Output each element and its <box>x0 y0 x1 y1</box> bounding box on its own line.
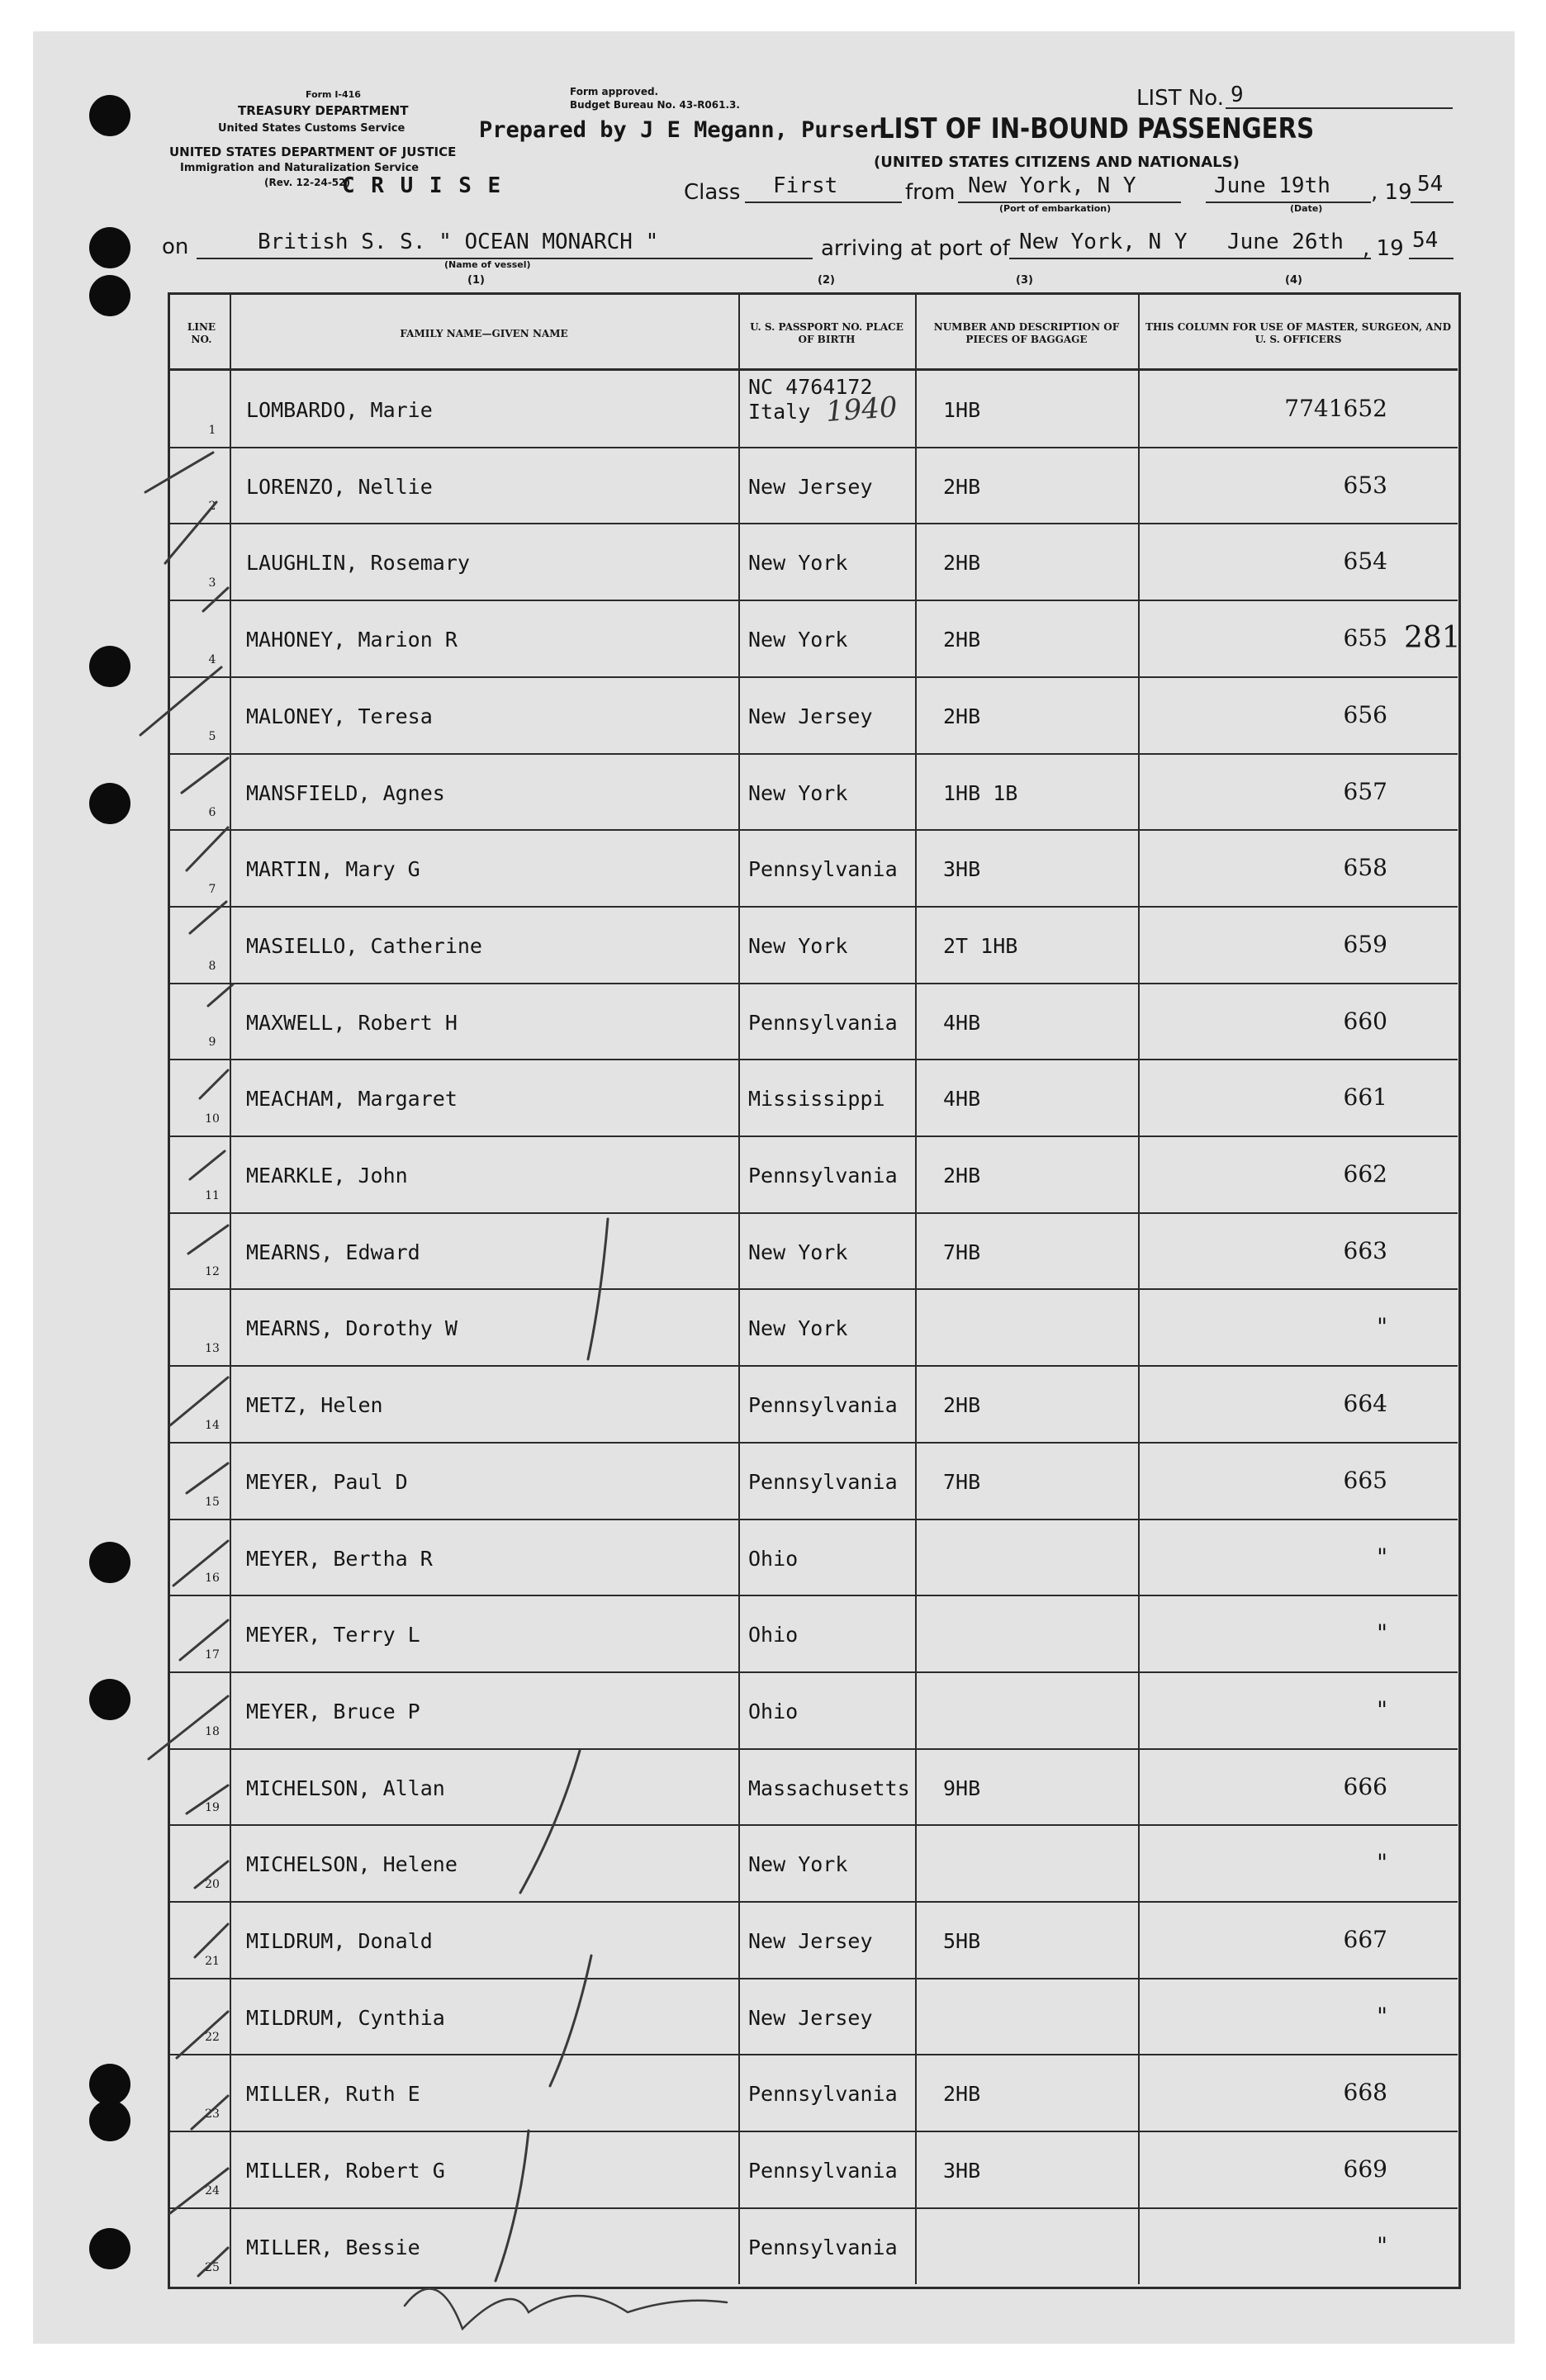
line-number: 8 <box>208 959 216 973</box>
officer-number: 660 <box>1343 1007 1387 1035</box>
list-subtitle: (UNITED STATES CITIZENS AND NATIONALS) <box>874 154 1240 171</box>
officer-number: " <box>1377 1543 1387 1571</box>
dept-treasury: TREASURY DEPARTMENT <box>238 103 409 118</box>
col-header-baggage: NUMBER AND DESCRIPTION OF PIECES OF BAGGAGE <box>933 321 1120 345</box>
officer-number: 665 <box>1343 1466 1387 1494</box>
passenger-name: MILLER, Robert G <box>246 2159 445 2183</box>
officer-number: 657 <box>1343 777 1387 805</box>
handwritten-year: 1940 <box>824 391 899 429</box>
dept-immigration: Immigration and Naturalization Service <box>180 162 420 174</box>
passenger-name: MILLER, Bessie <box>246 2235 420 2259</box>
place-of-birth: New York <box>748 1240 848 1264</box>
list-no-label: LIST No. <box>1136 86 1224 111</box>
line-number: 10 <box>205 1112 220 1126</box>
baggage: 3HB <box>943 2159 981 2183</box>
line-number: 13 <box>205 1342 220 1356</box>
place-of-birth: Italy <box>748 400 811 424</box>
place-of-birth: Pennsylvania <box>748 2159 898 2183</box>
col-header-passport: U. S. PASSPORT NO. PLACE OF BIRTH <box>750 321 903 345</box>
line-number: 4 <box>208 652 216 666</box>
place-of-birth: Pennsylvania <box>748 2082 898 2107</box>
officer-number: 658 <box>1343 854 1387 882</box>
line-number: 23 <box>205 2107 220 2122</box>
place-of-birth: Pennsylvania <box>748 1164 898 1188</box>
place-of-birth: New York <box>748 780 848 805</box>
year-value-2: 54 <box>1412 228 1439 253</box>
officer-number: " <box>1377 1619 1387 1648</box>
place-of-birth: New York <box>748 1852 848 1877</box>
line-number: 17 <box>205 1648 220 1662</box>
col-header-line: LINE NO. <box>187 321 216 345</box>
cruise-label: C R U I S E <box>342 173 503 198</box>
officer-number: 666 <box>1343 1772 1387 1800</box>
officer-number: 667 <box>1343 1926 1387 1953</box>
passenger-name: MEYER, Terry L <box>246 1623 420 1648</box>
port-embarkation: New York, N Y <box>968 173 1136 198</box>
arrival-date: June 26th <box>1227 230 1344 254</box>
col-header-officers: THIS COLUMN FOR USE OF MASTER, SURGEON, AND U. S. OFFICERS <box>1145 321 1451 345</box>
line-number: 24 <box>205 2183 220 2197</box>
officer-number: 659 <box>1343 930 1387 958</box>
line-number: 18 <box>205 1724 220 1738</box>
place-of-birth: Pennsylvania <box>748 1010 898 1035</box>
passenger-name: MANSFIELD, Agnes <box>246 780 445 805</box>
place-of-birth: Pennsylvania <box>748 1393 898 1418</box>
officer-number: " <box>1377 2002 1387 2030</box>
line-number: 1 <box>208 423 216 437</box>
baggage: 2T 1HB <box>943 933 1018 958</box>
line-number: 6 <box>208 806 216 820</box>
passenger-name: MEARKLE, John <box>246 1164 408 1188</box>
officer-number: " <box>1377 1313 1387 1341</box>
line-number: 22 <box>205 2031 220 2045</box>
place-of-birth: New York <box>748 933 848 958</box>
date-depart: June 19th <box>1214 173 1330 198</box>
line-number: 2 <box>208 500 216 514</box>
place-of-birth: Ohio <box>748 1623 799 1648</box>
form-approved: Form approved. <box>570 86 659 97</box>
form-number: Form I-416 <box>306 89 361 100</box>
place-of-birth: New York <box>748 1316 848 1341</box>
dept-justice: UNITED STATES DEPARTMENT OF JUSTICE <box>169 145 457 159</box>
place-of-birth: Massachusetts <box>748 1776 910 1800</box>
passenger-name: MALONEY, Teresa <box>246 704 433 728</box>
officer-number: 7741652 <box>1284 395 1387 422</box>
passenger-name: LAUGHLIN, Rosemary <box>246 551 470 576</box>
baggage: 2HB <box>943 1164 981 1188</box>
line-number: 3 <box>208 576 216 590</box>
baggage: 7HB <box>943 1240 981 1264</box>
line-number: 7 <box>208 882 216 896</box>
baggage: 5HB <box>943 1929 981 1953</box>
officer-number: 662 <box>1343 1160 1387 1188</box>
on-label: on <box>162 235 189 259</box>
line-number: 19 <box>205 1801 220 1815</box>
officer-number: 653 <box>1343 471 1387 499</box>
passenger-name: LORENZO, Nellie <box>246 474 433 499</box>
col-header-name: FAMILY NAME—GIVEN NAME <box>400 327 568 339</box>
date-caption: (Date) <box>1290 203 1323 214</box>
passenger-name: MEYER, Bertha R <box>246 1546 433 1571</box>
officer-number: 661 <box>1343 1083 1387 1112</box>
margin-note: 281 <box>1404 621 1461 655</box>
passenger-name: MEYER, Paul D <box>246 1469 408 1494</box>
baggage: 2HB <box>943 628 981 652</box>
passenger-name: MAXWELL, Robert H <box>246 1010 458 1035</box>
passenger-name: MILLER, Ruth E <box>246 2082 420 2107</box>
officer-number: 654 <box>1343 548 1387 576</box>
place-of-birth: Ohio <box>748 1699 799 1723</box>
passenger-name: MILDRUM, Cynthia <box>246 2005 445 2030</box>
passenger-name: MAHONEY, Marion R <box>246 628 458 652</box>
caption-1: (1) <box>467 274 485 287</box>
baggage: 2HB <box>943 704 981 728</box>
baggage: 2HB <box>943 2082 981 2107</box>
port-caption: (Port of embarkation) <box>999 203 1112 214</box>
arrival-port: New York, N Y <box>1019 230 1188 254</box>
caption-3: (3) <box>1016 274 1033 287</box>
line-number: 9 <box>208 1036 216 1050</box>
baggage: 7HB <box>943 1469 981 1494</box>
vessel-name: British S. S. " OCEAN MONARCH " <box>258 230 659 254</box>
line-number: 20 <box>205 1878 220 1891</box>
passenger-name: LOMBARDO, Marie <box>246 398 433 422</box>
vessel-caption: (Name of vessel) <box>444 259 531 270</box>
caption-2: (2) <box>818 274 835 287</box>
baggage: 2HB <box>943 1393 981 1418</box>
place-of-birth: New Jersey <box>748 474 873 499</box>
baggage: 3HB <box>943 857 981 882</box>
prepared-by: Prepared by J E Megann, Purser <box>479 117 882 143</box>
baggage: 4HB <box>943 1010 981 1035</box>
baggage: 1HB 1B <box>943 780 1018 805</box>
place-of-birth: Pennsylvania <box>748 2235 898 2259</box>
baggage: 1HB <box>943 398 981 422</box>
baggage: 2HB <box>943 551 981 576</box>
place-of-birth: New Jersey <box>748 704 873 728</box>
baggage: 9HB <box>943 1776 981 1800</box>
passenger-name: MARTIN, Mary G <box>246 857 420 882</box>
passenger-name: MICHELSON, Helene <box>246 1852 458 1877</box>
class-label: Class <box>684 180 741 205</box>
officer-number: " <box>1377 1849 1387 1877</box>
place-of-birth: New York <box>748 628 848 652</box>
line-number: 21 <box>205 1954 220 1968</box>
line-number: 11 <box>205 1188 220 1202</box>
list-title: LIST OF IN-BOUND PASSENGERS <box>879 112 1315 145</box>
year-prefix: , 19 <box>1371 180 1412 205</box>
year-value: 54 <box>1417 172 1444 197</box>
line-number: 14 <box>205 1418 220 1432</box>
passenger-name: MEARNS, Edward <box>246 1240 420 1264</box>
place-of-birth: Pennsylvania <box>748 1469 898 1494</box>
budget-bureau: Budget Bureau No. 43-R061.3. <box>570 99 740 111</box>
year-prefix-2: , 19 <box>1363 236 1404 261</box>
passenger-name: MEYER, Bruce P <box>246 1699 420 1723</box>
baggage: 4HB <box>943 1087 981 1112</box>
line-number: 25 <box>205 2260 220 2274</box>
officer-number: 663 <box>1343 1236 1387 1264</box>
officer-number: " <box>1377 1695 1387 1723</box>
place-of-birth: Ohio <box>748 1546 799 1571</box>
caption-4: (4) <box>1285 274 1302 287</box>
baggage: 2HB <box>943 474 981 499</box>
place-of-birth: Pennsylvania <box>748 857 898 882</box>
officer-number: 664 <box>1343 1390 1387 1418</box>
place-of-birth: New York <box>748 551 848 576</box>
place-of-birth: New Jersey <box>748 2005 873 2030</box>
place-of-birth: New Jersey <box>748 1929 873 1953</box>
line-number: 12 <box>205 1265 220 1279</box>
line-number: 15 <box>205 1495 220 1509</box>
dept-customs: United States Customs Service <box>218 122 405 135</box>
list-no-value: 9 <box>1231 83 1244 107</box>
officer-number: 656 <box>1343 700 1387 728</box>
from-label: from <box>905 180 956 205</box>
officer-number: 669 <box>1343 2155 1387 2183</box>
passenger-name: METZ, Helen <box>246 1393 383 1418</box>
line-number: 16 <box>205 1572 220 1586</box>
officer-number: 668 <box>1343 2079 1387 2107</box>
officer-number: 655 <box>1343 624 1387 652</box>
passenger-name: MEARNS, Dorothy W <box>246 1316 458 1341</box>
line-number: 5 <box>208 729 216 743</box>
passenger-name: MEACHAM, Margaret <box>246 1087 458 1112</box>
passenger-name: MILDRUM, Donald <box>246 1929 433 1953</box>
officer-number: " <box>1377 2231 1387 2259</box>
passenger-name: MASIELLO, Catherine <box>246 933 482 958</box>
passport-number: NC 4764172 <box>748 375 873 399</box>
place-of-birth: Mississippi <box>748 1087 885 1112</box>
class-value: First <box>773 173 838 198</box>
form-revision: (Rev. 12-24-52) <box>264 177 350 188</box>
arriving-label: arriving at port of <box>821 236 1010 261</box>
passenger-name: MICHELSON, Allan <box>246 1776 445 1800</box>
